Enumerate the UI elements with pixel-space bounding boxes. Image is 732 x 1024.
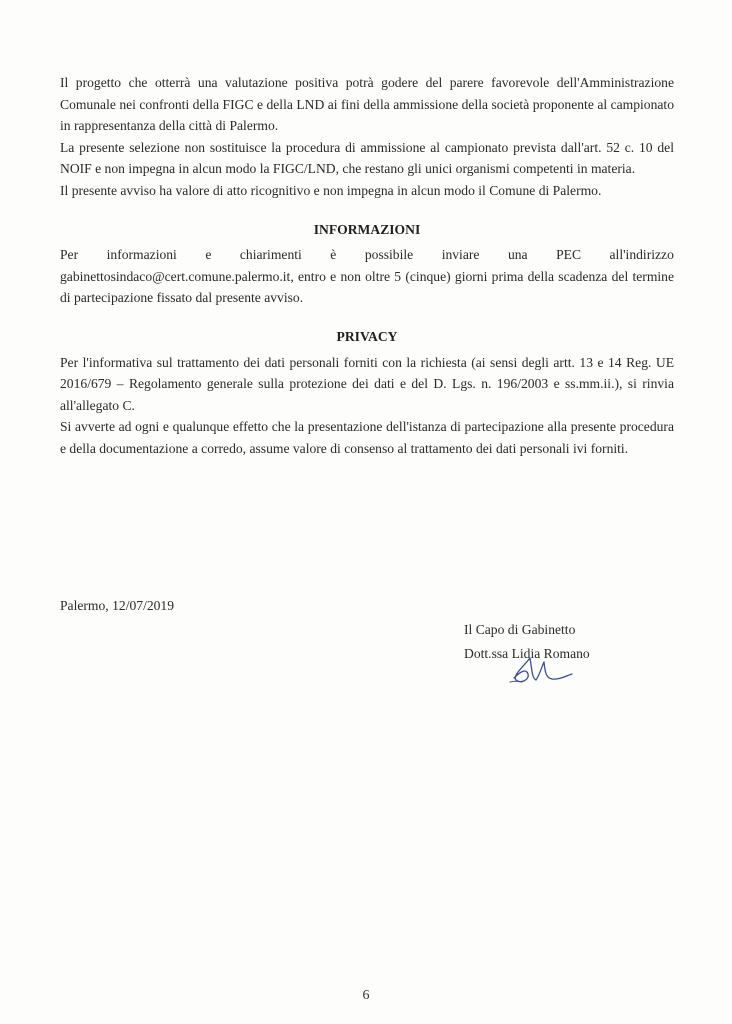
informazioni-word: possibile <box>364 247 414 263</box>
informazioni-word: una <box>507 247 528 263</box>
document-body <box>60 72 674 460</box>
heading-privacy: PRIVACY <box>336 328 398 344</box>
informazioni-word: informazioni <box>106 247 177 263</box>
heading-informazioni: INFORMAZIONI <box>313 221 421 237</box>
paragraph-privacy-informativa: Per l'informativa sul trattamento dei dati personali forniti con la richiesta (ai sensi degli artt. 13 e 14 Reg. UE 2016/679 – Regolamento generale sulla protezione dei dati e del D. Lgs. n. 196/2003 e ss.mm.ii.), si rinvia all'allegato C. <box>60 354 674 413</box>
informazioni-first-line <box>60 244 674 266</box>
handwritten-signature <box>508 648 578 690</box>
informazioni-word: chiarimenti <box>239 247 302 263</box>
informazioni-word: Per <box>60 247 79 263</box>
paragraph-privacy-consent: Si avverte ad ogni e qualunque effetto che la presentazione dell'istanza di partecipazione alla presente procedura e della documentazione a corredo, assume valore di consenso al trattamento dei dati personali ivi forniti. <box>60 419 674 456</box>
informazioni-word: inviare <box>441 247 480 263</box>
informazioni-word: PEC <box>556 247 582 263</box>
document-date: Palermo, 12/07/2019 <box>60 598 175 613</box>
paragraph-project-evaluation: Il progetto che otterrà una valutazione positiva potrà godere del parere favorevole dell'Amministrazione Comunale nei confronti della FIGC e della LND ai fini della ammissione della società proponente al campionato in rappresentanza della città di Palermo. <box>60 75 674 134</box>
signatory-name: Dott.ssa Lidia Romano <box>464 646 590 661</box>
paragraph-informazioni-contact: gabinettosindaco@cert.comune.palermo.it, entro e non oltre 5 (cinque) giorni prima della scadenza del termine di partecipazione fissato dal presente avviso. <box>60 268 674 306</box>
informazioni-word: all'indirizzo <box>609 247 674 263</box>
informazioni-word: e <box>205 247 212 263</box>
page-number: 6 <box>362 988 370 1003</box>
paragraph-notice-value: Il presente avviso ha valore di atto ricognitivo e non impegna in alcun modo il Comune di Palermo. <box>60 182 602 198</box>
informazioni-word: è <box>330 247 337 263</box>
paragraph-selection-procedure: La presente selezione non sostituisce la procedura di ammissione al campionato prevista dall'art. 52 c. 10 del NOIF e non impegna in alcun modo la FIGC/LND, che restano gli unici organismi competenti in materia. <box>60 139 674 177</box>
signatory-role: Il Capo di Gabinetto <box>464 622 576 637</box>
